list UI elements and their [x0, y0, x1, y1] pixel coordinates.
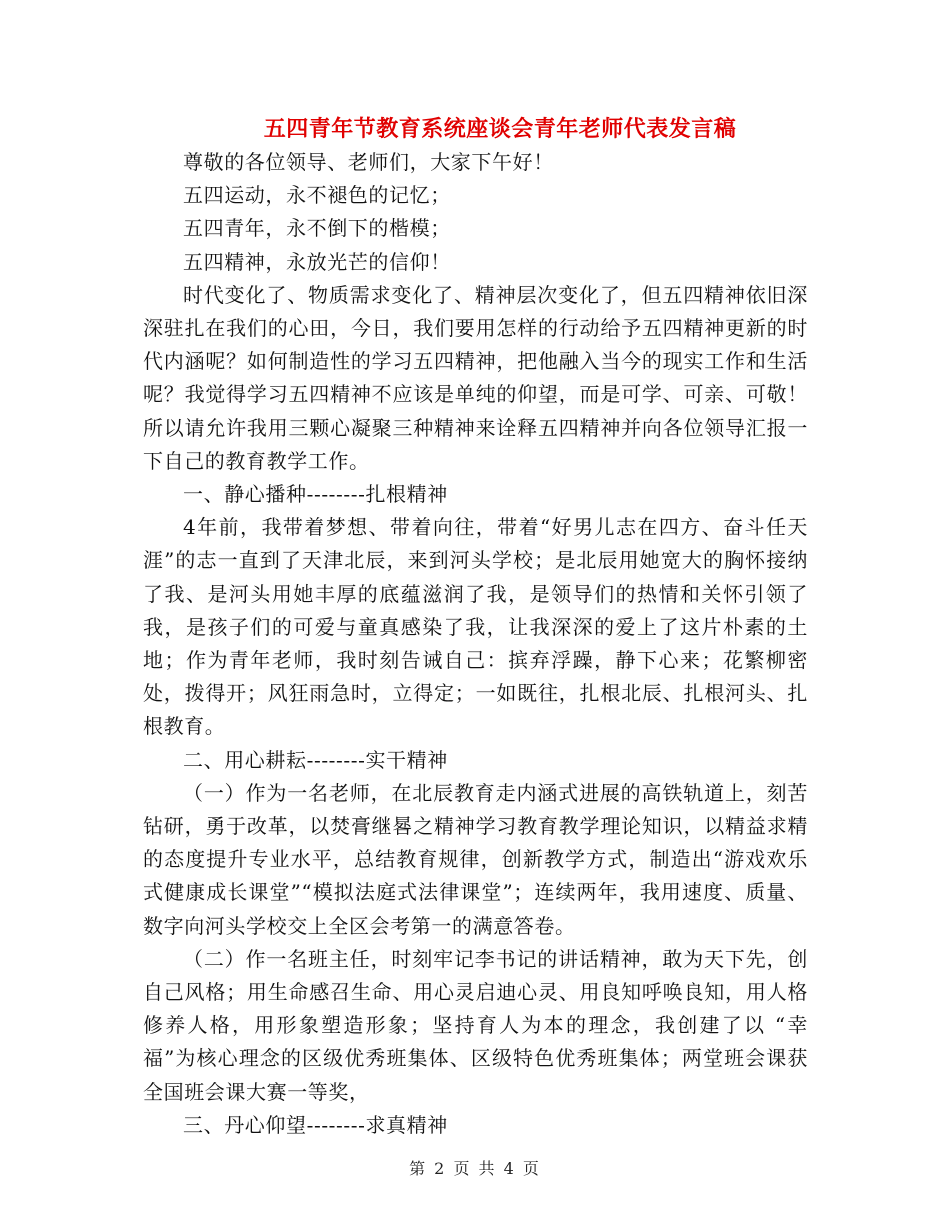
section-heading-3: 三、丹心仰望--------求真精神 [183, 1112, 448, 1137]
paragraph-line-1: 五四运动，永不褪色的记忆； [183, 183, 451, 208]
paragraph-section-2b: （二）作一名班主任，时刻牢记李书记的讲话精神，敢为天下先，创自己风格；用生命感召生命、用心灵启迪心灵、用良知呼唤良知，用人格修养人格，用形象塑造形象；坚持育人为本的理念，我创建了以 “幸福”为核心理念的区级优秀班集体、区级特色优秀班集体；两堂班会课获全国班会课大赛一等奖， [143, 946, 808, 1104]
document-body [143, 146, 808, 1142]
paragraph-section-2a: （一）作为一名老师，在北辰教育走内涵式进展的高铁轨道上，刻苦钻研，勇于改革，以焚膏继晷之精神学习教育教学理论知识，以精益求精的态度提升专业水平，总结教育规律，创新教学方式，制造出“游戏欢乐式健康成长课堂”“模拟法庭式法律课堂”；连续两年，我用速度、质量、数字向河头学校交上全区会考第一的满意答卷。 [143, 780, 808, 938]
section-heading-1: 一、静心播种--------扎根精神 [183, 482, 448, 507]
paragraph-section-1: 4年前，我带着梦想、带着向往，带着“好男儿志在四方、奋斗任天涯”的志一直到了天津北辰，来到河头学校；是北辰用她宽大的胸怀接纳了我、是河头用她丰厚的底蕴滋润了我，是领导们的热情和关怀引领了我，是孩子们的可爱与童真感染了我，让我深深的爱上了这片朴素的土地；作为青年老师，我时刻告诫自己：摈弃浮躁，静下心来；花繁柳密处，拨得开；风狂雨急时，立得定；一如既往，扎根北辰、扎根河头、扎根教育。 [143, 515, 808, 739]
section-heading-2: 二、用心耕耘--------实干精神 [183, 747, 448, 772]
paragraph-line-2: 五四青年，永不倒下的楷模； [183, 216, 451, 241]
document-title: 五四青年节教育系统座谈会青年老师代表发言稿 [263, 117, 737, 142]
paragraph-intro: 时代变化了、物质需求变化了、精神层次变化了，但五四精神依旧深深驻扎在我们的心田，今日，我们要用怎样的行动给予五四精神更新的时代内涵呢？如何制造性的学习五四精神，把他融入当今的现实工作和生活呢？我觉得学习五四精神不应该是单纯的仰望，而是可学、可亲、可敬！所以请允许我用三颗心凝聚三种精神来诠释五四精神并向各位领导汇报一下自己的教育教学工作。 [143, 282, 808, 473]
paragraph-line-3: 五四精神，永放光芒的信仰！ [183, 249, 451, 274]
page-number-footer: 第 2 页 共 4 页 [409, 1159, 541, 1178]
paragraph-greeting: 尊敬的各位领导、老师们，大家下午好！ [183, 150, 554, 174]
